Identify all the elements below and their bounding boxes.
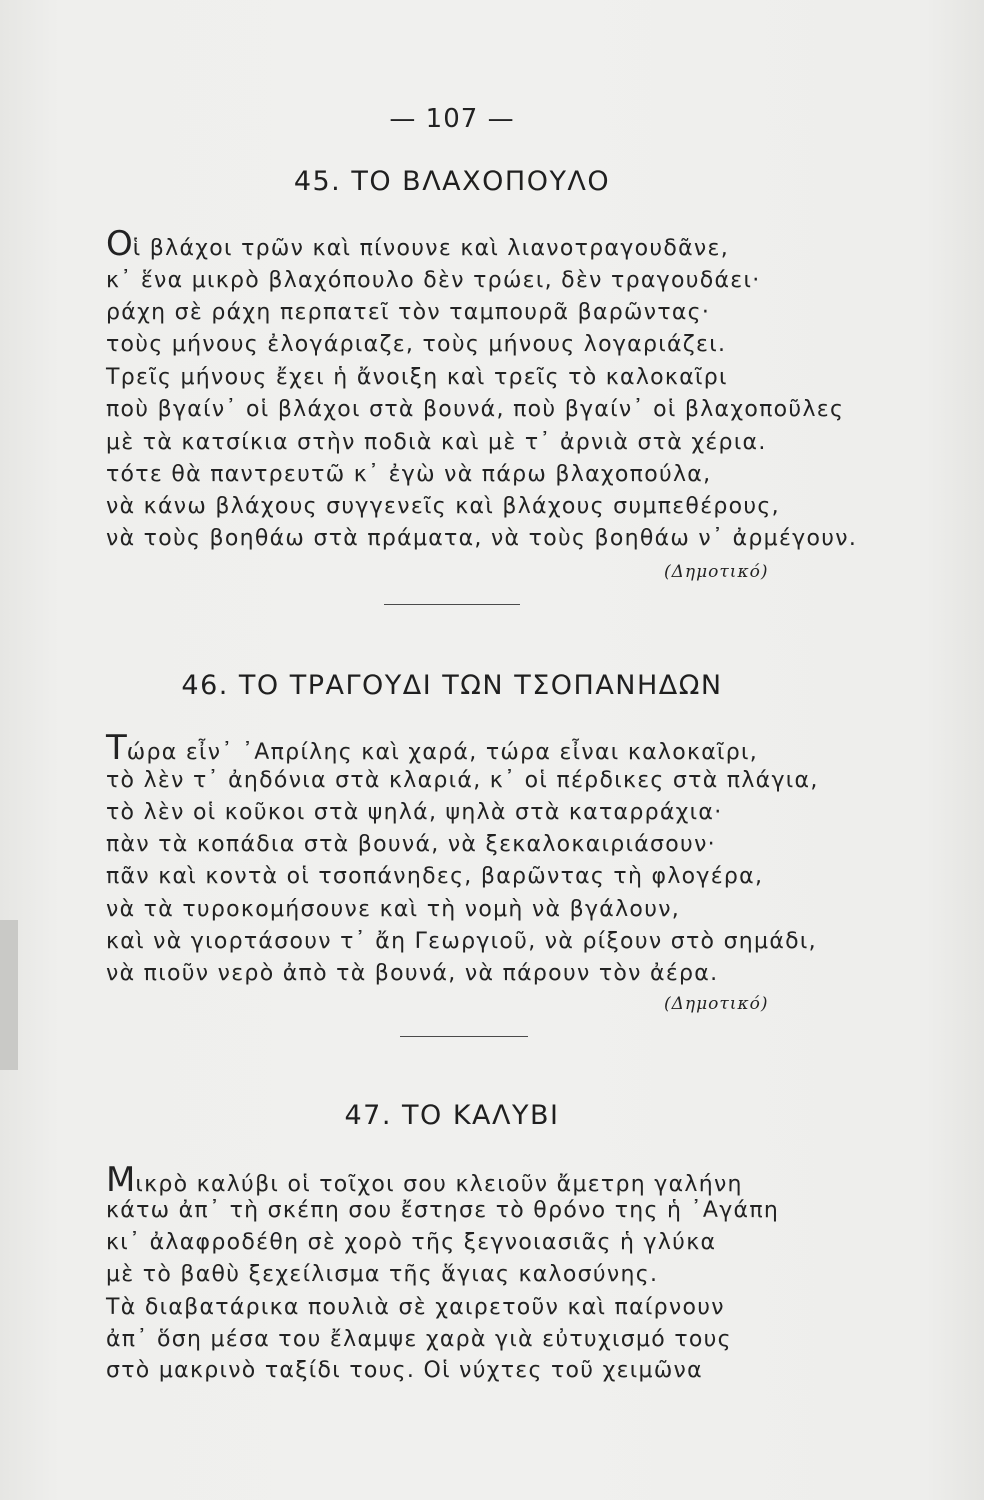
poem-line: μὲ τὸ βαθὺ ξεχείλισμα τῆς ἅγιας καλοσύνης. <box>106 1262 659 1287</box>
poem-line: τὸ λὲν τ᾽ ἀηδόνια στὰ κλαριά, κ᾽ οἱ πέρδικες στὰ πλάγια, <box>106 768 819 793</box>
section-divider <box>400 1036 528 1037</box>
poem-line: στὸ μακρινὸ ταξίδι τους. Οἱ νύχτες τοῦ χειμῶνα <box>106 1358 703 1383</box>
attribution-46: (Δημοτικό) <box>664 994 769 1014</box>
poem-line: τὸ λὲν οἱ κοῦκοι στὰ ψηλά, ψηλὰ στὰ καταρράχια· <box>106 800 723 825</box>
poem-line: νὰ τοὺς βοηθάω στὰ πράματα, νὰ τοὺς βοηθάω ν᾽ ἀρμέγουν. <box>106 526 858 551</box>
first-line-text: ικρὸ καλύβι οἱ τοῖχοι σου κλειοῦν ἄμετρη γαλήνη <box>135 1172 743 1197</box>
poem-line: μὲ τὰ κατσίκια στὴν ποδιὰ καὶ μὲ τ᾽ ἀρνιὰ στὰ χέρια. <box>106 430 767 455</box>
poem-title-47: 47. ΤΟ ΚΑΛΥΒΙ <box>344 1100 560 1131</box>
poem-title-45: 45. ΤΟ ΒΛΑΧΟΠΟΥΛΟ <box>293 166 611 197</box>
first-line-text: ἱ βλάχοι τρῶν καὶ πίνουνε καὶ λιανοτραγουδᾶνε, <box>132 236 730 261</box>
poem-line <box>106 1160 743 1200</box>
poem-line: κ᾽ ἕνα μικρὸ βλαχόπουλο δὲν τρώει, δὲν τραγουδάει· <box>106 268 761 293</box>
first-line-text: ώρα εἶν᾽ ᾽Απρίλης καὶ χαρά, τώρα εἶναι καλοκαῖρι, <box>126 740 759 765</box>
poem-line: καὶ νὰ γιορτάσουν τ᾽ ἄη Γεωργιοῦ, νὰ ρίξουν στὸ σημάδι, <box>106 929 817 954</box>
drop-initial: Μ <box>106 1160 136 1200</box>
page-number: — 107 — <box>389 104 515 134</box>
poem-line: Τὰ διαβατάρικα πουλιὰ σὲ χαιρετοῦν καὶ παίρνουν <box>106 1295 725 1320</box>
poem-line: πὰν τὰ κοπάδια στὰ βουνά, νὰ ξεκαλοκαιριάσουν· <box>106 832 716 857</box>
poem-line: τοὺς μήνους ἐλογάριαζε, τοὺς μήνους λογαριάζει. <box>106 332 727 357</box>
poem-line: τότε θὰ παντρευτῶ κ᾽ ἐγὼ νὰ πάρω βλαχοπούλα, <box>106 462 712 487</box>
poem-line: κάτω ἀπ᾽ τὴ σκέπη σου ἔστησε τὸ θρόνο της ἡ ᾽Αγάπη <box>106 1198 780 1223</box>
poem-line: ποὺ βγαίν᾽ οἱ βλάχοι στὰ βουνά, ποὺ βγαίν᾽ οἱ βλαχοποῦλες <box>106 397 845 422</box>
poem-line <box>106 728 758 768</box>
poem-line: ράχη σὲ ράχη περπατεῖ τὸν ταμπουρᾶ βαρῶντας· <box>106 300 711 325</box>
attribution-45: (Δημοτικό) <box>664 562 769 582</box>
poem-line: νὰ κάνω βλάχους συγγενεῖς καὶ βλάχους συμπεθέρους, <box>106 494 780 519</box>
poem-line <box>106 224 729 264</box>
poem-title-46: 46. ΤΟ ΤΡΑΓΟΥΔΙ ΤΩΝ ΤΣΟΠΑΝΗΔΩΝ <box>181 670 723 701</box>
poem-line: ἀπ᾽ ὅση μέσα του ἔλαμψε χαρὰ γιὰ εὐτυχισμό τους <box>106 1327 732 1352</box>
poem-line: νὰ πιοῦν νερὸ ἀπὸ τὰ βουνά, νὰ πάρουν τὸν ἀέρα. <box>106 961 719 986</box>
poem-line: πᾶν καὶ κοντὰ οἱ τσοπάνηδες, βαρῶντας τὴ φλογέρα, <box>106 864 764 889</box>
drop-initial: Ο <box>106 224 133 264</box>
poem-line: Τρεῖς μήνους ἔχει ἡ ἄνοιξη καὶ τρεῖς τὸ καλοκαῖρι <box>106 365 728 390</box>
drop-initial: Τ <box>106 728 127 768</box>
poem-line: κι᾽ ἀλαφροδέθη σὲ χορὸ τῆς ξεγνοιασιᾶς ἡ γλύκα <box>106 1230 717 1255</box>
page-edge-shadow <box>0 920 18 1070</box>
poem-line: νὰ τὰ τυροκομήσουνε καὶ τὴ νομὴ νὰ βγάλουν, <box>106 897 681 922</box>
section-divider <box>384 604 520 605</box>
